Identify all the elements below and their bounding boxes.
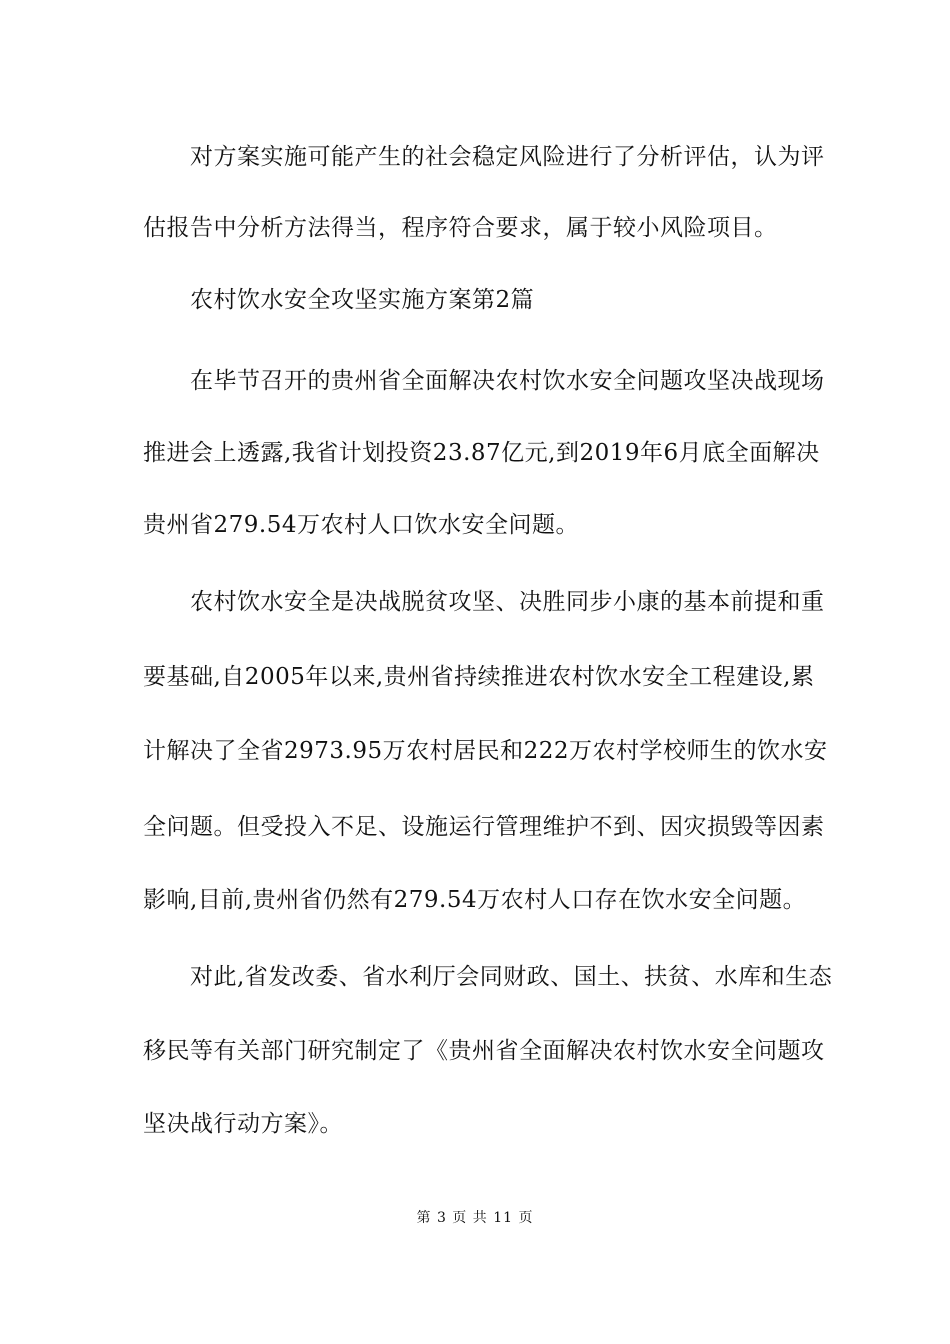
- section-heading: 农村饮水安全攻坚实施方案第2篇: [190, 287, 535, 313]
- paragraph-line: 贵州省279.54万农村人口饮水安全问题。: [143, 512, 579, 538]
- page-number-footer: 第 3 页 共 11 页: [416, 1210, 534, 1226]
- paragraph-line: 影响,目前,贵州省仍然有279.54万农村人口存在饮水安全问题。: [143, 887, 807, 913]
- paragraph-line: 移民等有关部门研究制定了《贵州省全面解决农村饮水安全问题攻: [143, 1038, 825, 1064]
- paragraph-line: 对此,省发改委、省水利厅会同财政、国土、扶贫、水库和生态: [190, 964, 833, 990]
- paragraph-line: 推进会上透露,我省计划投资23.87亿元,到2019年6月底全面解决: [143, 440, 820, 466]
- paragraph-line: 计解决了全省2973.95万农村居民和222万农村学校师生的饮水安: [143, 738, 828, 764]
- paragraph-line: 要基础,自2005年以来,贵州省持续推进农村饮水安全工程建设,累: [143, 664, 815, 690]
- paragraph-line: 估报告中分析方法得当，程序符合要求，属于较小风险项目。: [143, 215, 778, 241]
- paragraph-line: 全问题。但受投入不足、设施运行管理维护不到、因灾损毁等因素: [143, 814, 825, 840]
- paragraph-line: 在毕节召开的贵州省全面解决农村饮水安全问题攻坚决战现场: [190, 368, 825, 394]
- paragraph-line: 对方案实施可能产生的社会稳定风险进行了分析评估，认为评: [190, 144, 825, 170]
- paragraph-line: 农村饮水安全是决战脱贫攻坚、决胜同步小康的基本前提和重: [190, 589, 825, 615]
- paragraph-line: 坚决战行动方案》。: [143, 1111, 343, 1137]
